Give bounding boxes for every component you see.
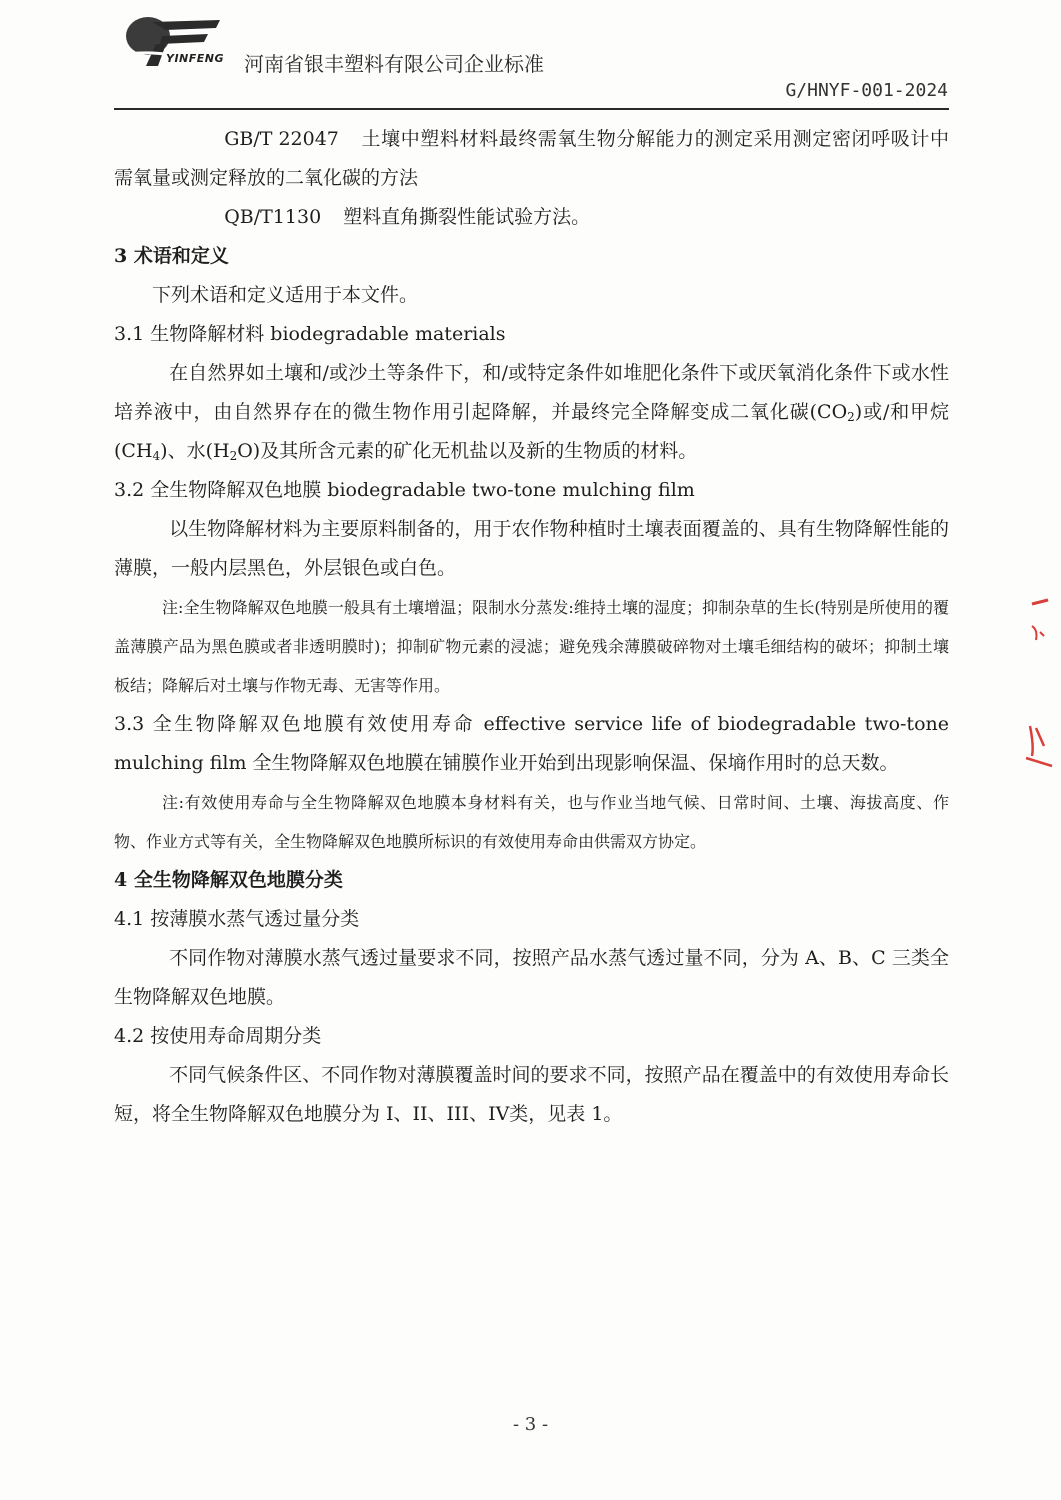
- term-note: 注:有效使用寿命与全生物降解双色地膜本身材料有关，也与作业当地气候、日常时间、土壤、海拔高度、作物、作业方式等有关，全生物降解双色地膜所标识的有效使用寿命由供需双方协定。: [114, 793, 949, 851]
- reference-title: 土壤中塑料材料最终需氧生物分解能力的测定采用测定密闭呼吸计中需氧量或测定释放的二氧化碳的方法: [114, 128, 949, 189]
- reference-title: 塑料直角撕裂性能试验方法。: [343, 206, 591, 228]
- page-number: - 3 -: [512, 1414, 549, 1435]
- subsection-title: 4.2 按使用寿命周期分类: [114, 1025, 322, 1047]
- document-body: [114, 120, 949, 1134]
- header-divider: [114, 108, 949, 110]
- section-heading: 3 术语和定义: [114, 245, 229, 267]
- term-title: 3.1 生物降解材料 biodegradable materials: [114, 323, 506, 345]
- reference-item: [114, 120, 949, 198]
- term-note: 注:全生物降解双色地膜一般具有土壤增温；限制水分蒸发:维持土壤的湿度；抑制杂草的生长(特别是所使用的覆盖薄膜产品为黑色膜或者非透明膜时)；抑制矿物元素的浸滤；避免残余薄膜破碎物对土壤毛细结构的破坏；抑制土壤板结；降解后对土壤与作物无毒、无害等作用。: [114, 598, 949, 695]
- reference-code: GB/T 22047: [224, 128, 339, 150]
- section-heading: 4 全生物降解双色地膜分类: [114, 869, 343, 891]
- term-definition: 以生物降解材料为主要原料制备的，用于农作物种植时土壤表面覆盖的、具有生物降解性能的薄膜，一般内层黑色，外层银色或白色。: [114, 518, 949, 579]
- reference-item: [114, 198, 949, 237]
- term-title: 3.3 全生物降解双色地膜有效使用寿命 effective service life of biodegradable two-tone mulching film: [114, 713, 949, 774]
- logo-wordmark: YINFENG: [166, 52, 225, 65]
- term-title-with-definition: [114, 705, 949, 783]
- reference-code: QB/T1130: [224, 206, 322, 228]
- company-logo: [122, 14, 232, 70]
- subsection-title: 4.1 按薄膜水蒸气透过量分类: [114, 908, 360, 930]
- company-name: 河南省银丰塑料有限公司企业标准: [244, 52, 544, 76]
- subsection-body: 不同气候条件区、不同作物对薄膜覆盖时间的要求不同，按照产品在覆盖中的有效使用寿命长短，将全生物降解双色地膜分为 I、II、III、IV类，见表 1。: [114, 1064, 949, 1125]
- page-header: [0, 0, 1061, 112]
- document-number: G/HNYF-001-2024: [785, 80, 948, 101]
- section-intro: 下列术语和定义适用于本文件。: [152, 284, 419, 306]
- term-title: 3.2 全生物降解双色地膜 biodegradable two-tone mulching film: [114, 479, 695, 501]
- subsection-body: 不同作物对薄膜水蒸气透过量要求不同，按照产品水蒸气透过量不同，分为 A、B、C 三类全生物降解双色地膜。: [114, 947, 949, 1008]
- term-definition: 在自然界如土壤和/或沙土等条件下，和/或特定条件如堆肥化条件下或厌氧消化条件下或水性培养液中，由自然界存在的微生物作用引起降解，并最终完全降解变成二氧化碳$(CO_2)$或/和甲烷$(CH_4)$、水$(H_2O)$及其所含元素的矿化无机盐以及新的生物质的材料。: [114, 362, 949, 463]
- term-definition: 全生物降解双色地膜在铺膜作业开始到出现影响保温、保墒作用时的总天数。: [252, 752, 899, 774]
- seal-stamp-fragment: [1018, 596, 1058, 786]
